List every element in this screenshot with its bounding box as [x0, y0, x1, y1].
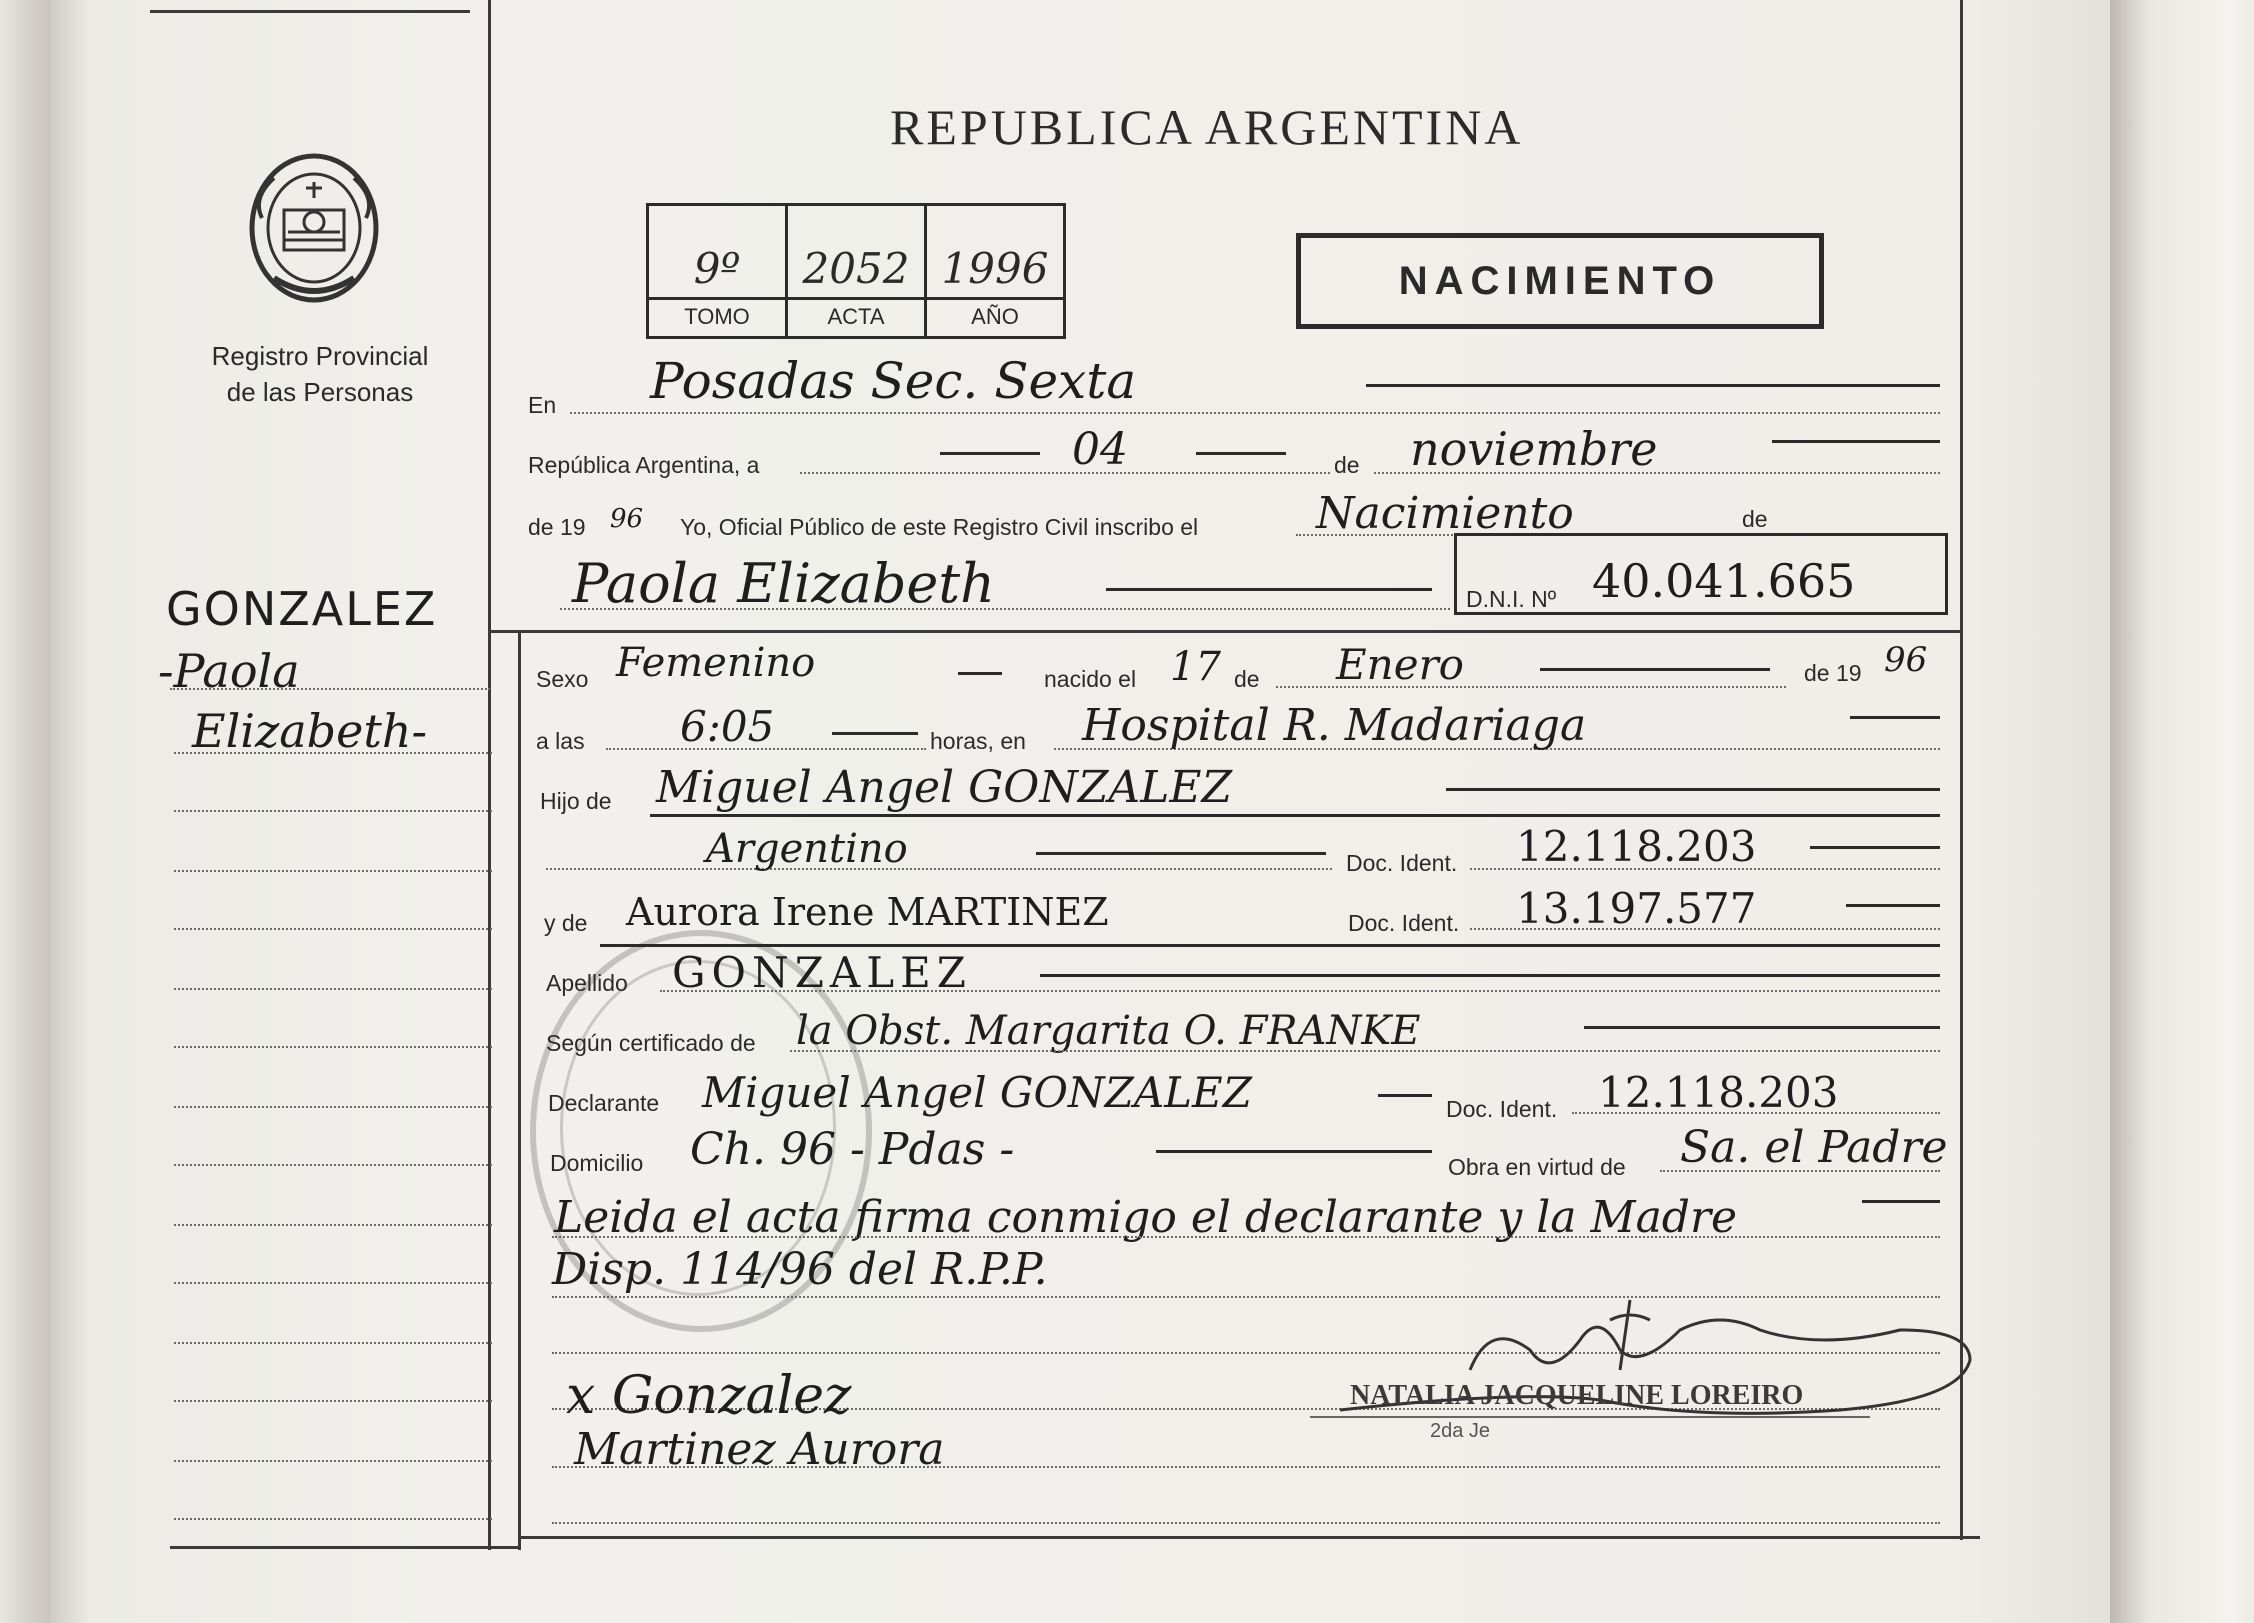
declarante-value: Miguel Angel GONZALEZ	[702, 1068, 1252, 1117]
margin-given-2: Elizabeth-	[192, 704, 427, 758]
margin-given-1: -Paola	[158, 644, 300, 698]
declarante-fill-line	[1378, 1094, 1432, 1097]
father-value: Miguel Angel GONZALEZ	[656, 762, 1233, 813]
margin-dotline	[174, 988, 492, 990]
year-value: 96	[610, 504, 644, 534]
registry-line-1: Registro Provincial	[211, 341, 429, 371]
registry-line-2: de las Personas	[226, 377, 414, 407]
mother-doc-value: 13.197.577	[1516, 884, 1757, 933]
birth-year-value: 96	[1884, 640, 1928, 680]
birth-month-fill-line	[1540, 668, 1770, 671]
ano-value: 1996	[941, 244, 1049, 293]
margin-dotline	[174, 1518, 492, 1520]
domicilio-value: Ch. 96 - Pdas -	[690, 1124, 1015, 1175]
birth-month-value: Enero	[1336, 640, 1464, 689]
margin-dotline	[174, 928, 492, 930]
margin-dotline	[174, 1046, 492, 1048]
margin-bottom-border	[170, 1546, 520, 1549]
father-doc-value: 12.118.203	[1516, 822, 1757, 871]
segun-value: la Obst. Margarita O. FRANKE	[796, 1008, 1421, 1054]
mother-value: Aurora Irene MARTINEZ	[626, 890, 1109, 934]
birth-day-value: 17	[1170, 644, 1221, 690]
segun-dotline	[790, 1050, 1940, 1052]
apellido-label: Apellido	[546, 970, 628, 996]
registry-name	[190, 338, 450, 410]
signature-mother: Martinez Aurora	[574, 1424, 945, 1475]
time-fill-line	[832, 732, 918, 735]
republica-dotline	[800, 472, 1330, 474]
officer-subtitle: 2da Je	[1430, 1420, 1491, 1442]
provincial-seal-icon	[244, 148, 384, 308]
margin-dotline	[174, 1400, 492, 1402]
acta-value: 2052	[802, 244, 910, 293]
sexo-fill-line	[958, 672, 1002, 675]
acta-cell	[788, 206, 927, 336]
left-column-divider	[488, 0, 491, 1550]
nat-dotline	[546, 868, 1332, 870]
margin-dotline	[174, 1106, 492, 1108]
apellido-dotline	[660, 990, 1940, 992]
margin-dotline	[174, 1342, 492, 1344]
day-value: 04	[1072, 424, 1128, 475]
hijo-label: Hijo de	[540, 788, 612, 814]
act-value: Nacimiento	[1316, 488, 1574, 539]
inner-column-divider	[518, 630, 521, 1550]
en-value: Posadas Sec. Sexta	[650, 352, 1137, 410]
note-line-2: Disp. 114/96 del R.P.P.	[552, 1244, 1048, 1295]
name-fill-line	[1106, 588, 1432, 591]
de3-label: de	[1234, 666, 1260, 692]
tomo-value: 9º	[693, 244, 741, 293]
apellido-fill-line	[1040, 974, 1940, 977]
country-title: REPUBLICA ARGENTINA	[890, 99, 1524, 155]
month-fill-line	[1772, 440, 1940, 443]
yde-label: y de	[544, 910, 588, 936]
father-underline	[650, 814, 1940, 817]
margin-dotline	[174, 1164, 492, 1166]
declarante-label: Declarante	[548, 1090, 660, 1116]
de-label: de	[1334, 452, 1360, 478]
en-dotline	[570, 412, 1940, 414]
register-table	[646, 203, 1066, 339]
father-fill-line	[1446, 788, 1940, 791]
margin-dotline	[174, 1460, 492, 1462]
nat-fill-line	[1036, 852, 1326, 855]
mother-doc-fill	[1846, 904, 1940, 907]
ano-label: AÑO	[927, 297, 1063, 336]
month-value: noviembre	[1410, 422, 1658, 476]
margin-dotline	[174, 870, 492, 872]
time-value: 6:05	[680, 702, 775, 751]
birth-year-label: de 19	[1804, 660, 1862, 686]
en-label: En	[528, 392, 557, 418]
acta-label: ACTA	[788, 297, 924, 336]
tomo-label: TOMO	[649, 297, 785, 336]
top-border	[150, 10, 470, 13]
margin-dotline	[174, 810, 492, 812]
note-fill-line	[1862, 1200, 1940, 1203]
note-line-1: Leida el acta firma conmigo el declarante y la Madre	[554, 1192, 1738, 1243]
republica-label: República Argentina, a	[528, 452, 760, 478]
margin-dotline	[174, 1224, 492, 1226]
domicilio-fill-line	[1156, 1150, 1432, 1153]
declarante-doc-value: 12.118.203	[1598, 1068, 1839, 1117]
yo-text: Yo, Oficial Público de este Registro Civil inscribo el	[680, 514, 1199, 540]
dni-value: 40.041.665	[1592, 554, 1856, 608]
de2-label: de	[1742, 506, 1768, 532]
place-fill-line	[1850, 716, 1940, 719]
place-value: Hospital R. Madariaga	[1082, 700, 1587, 751]
officer-signature-line	[1310, 1416, 1870, 1418]
sexo-label: Sexo	[536, 666, 589, 692]
en-fill-line	[1366, 384, 1940, 387]
day-fill-line-left	[940, 452, 1040, 455]
dni-label: D.N.I. Nº	[1466, 586, 1557, 612]
bottom-border	[520, 1536, 1980, 1539]
record-type-box: NACIMIENTO	[1296, 233, 1824, 329]
apellido-value: GONZALEZ	[672, 948, 972, 997]
sexo-value: Femenino	[616, 640, 816, 686]
segun-fill-line	[1584, 1026, 1940, 1029]
alas-label: a las	[536, 728, 585, 754]
officer-name: NATALIA JACQUELINE LOREIRO	[1350, 1380, 1804, 1411]
mother-underline	[600, 944, 1940, 947]
father-doc-label: Doc. Ident.	[1346, 850, 1458, 876]
person-name-value: Paola Elizabeth	[572, 552, 995, 615]
note-dotline-6	[552, 1522, 1940, 1524]
tomo-cell	[649, 206, 788, 336]
day-fill-line-right	[1196, 452, 1286, 455]
signature-declarant: x Gonzalez	[566, 1366, 852, 1426]
declarante-doc-label: Doc. Ident.	[1446, 1096, 1558, 1122]
father-doc-fill	[1810, 846, 1940, 849]
margin-dotline	[174, 1282, 492, 1284]
margin-surname: GONZALEZ	[166, 582, 438, 636]
domicilio-label: Domicilio	[550, 1150, 644, 1176]
year-label: de 19	[528, 514, 586, 540]
horas-label: horas, en	[930, 728, 1026, 754]
mother-doc-label: Doc. Ident.	[1348, 910, 1460, 936]
margin-dotline	[174, 752, 492, 754]
note-dotline-1	[552, 1236, 1940, 1238]
section-divider	[488, 630, 1960, 633]
nacido-label: nacido el	[1044, 666, 1137, 692]
father-nationality: Argentino	[706, 826, 908, 872]
obra-value: Sa. el Padre	[1680, 1122, 1948, 1173]
ano-cell	[927, 206, 1063, 336]
officer-signature-flourish	[1300, 1290, 1980, 1450]
segun-label: Según certificado de	[546, 1030, 756, 1056]
right-page-edge	[2110, 0, 2254, 1623]
name-dotline	[560, 608, 1450, 610]
obra-label: Obra en virtud de	[1448, 1154, 1626, 1180]
